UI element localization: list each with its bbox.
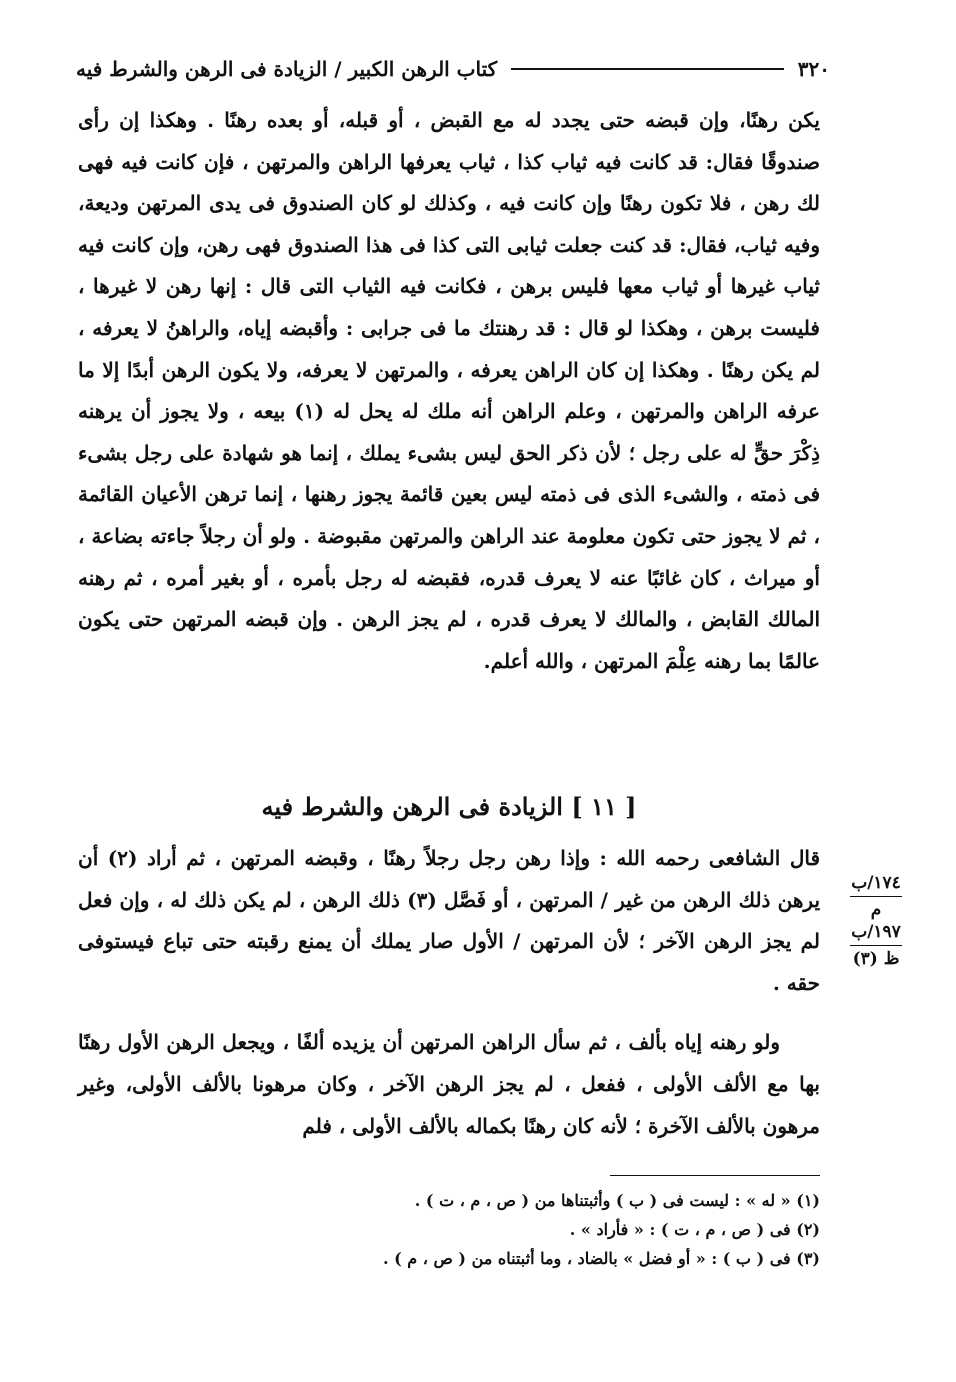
running-title: كتاب الرهن الكبير / الزيادة فى الرهن والشرط فيه <box>76 57 498 81</box>
section-text <box>78 838 820 1147</box>
header-rule <box>511 68 784 70</box>
margin-note-rule <box>850 896 902 897</box>
page-header <box>60 52 830 86</box>
page-number: ٣٢٠ <box>797 57 830 81</box>
section-paragraph-1 <box>78 838 820 1004</box>
margin-note-line-2: م <box>870 900 882 920</box>
margin-note-line-1: ١٧٤/ب <box>851 873 901 893</box>
margin-note-line-4: ظ (٣) <box>852 949 900 969</box>
footnote-3: (٣) فى ( ب ) : « أو فضل » بالضاد ، وما أثبتناه من ( ص ، م ) . <box>383 1249 820 1268</box>
footnote-separator <box>610 1175 820 1176</box>
section-paragraph-1-text: رحمه الله : وإذا رهن رجل رجلاً رهنًا ، وقبضه المرتهن ، ثم أراد (٢) أن يرهن ذلك الرهن من غير / المرتهن ، أو فَصَّل (٣) ذلك الرهن ، لم يكن ذلك له ، وإن فعل لم يجز الرهن الآخر ؛ لأن المرتهن / الأول صار يملك أن يمنع رقبته حتى تباع فيستوفى حقه . <box>78 846 821 995</box>
body-paragraph: يكن رهنًا، وإن قبضه حتى يجدد له مع القبض ، أو قبله، أو بعده رهنًا . وهكذا إن رأى صندوقًا فقال: قد كانت فيه ثياب كذا ، ثياب يعرفها الراهن والمرتهن ، فإن كانت فيه فهى لك رهن ، فلا تكون رهنًا وإن كانت فيه ، وكذلك لو كان الصندوق فى يدى المرتهن وديعة، وفيه ثياب، فقال: قد كنت جعلت ثيابى التى كذا فى هذا الصندوق فهى رهن، وإن كانت فيه ثياب غيرها أو ثياب معها فليس برهن ، فكانت فيه الثياب التى قال : إنها رهن لا غيرها ، فليست برهن ، وهكذا لو قال : قد رهنتك ما فى جرابى : وأقبضه إياه، والراهنُ لا يعرفه ، لم يكن رهنًا . وهكذا إن كان الراهن يعرفه ، والمرتهن لا يعرفه، ولا يكون الرهن أبدًا إلا ما عرفه الراهن والمرتهن ، وعلم الراهن أنه ملك له يحل له (١) بيعه ، ولا يجوز أن يرهنه ذِكْرَ حقٍّ له على رجل ؛ لأن ذكر الحق ليس بشىء يملك ، إنما هو شهادة على رجل بشىء فى ذمته ، والشىء الذى فى ذمته ليس بعين قائمة يجوز رهنها ، إنما ترهن الأعيان القائمة ، ثم لا يجوز حتى تكون معلومة عند الراهن والمرتهن مقبوضة . ولو أن رجلاً جاءته بضاعة ، أو ميراث ، كان غائبًا عنه لا يعرف قدره، فقبضه له رجل بأمره ، أو بغير أمره ، ثم رهنه المالك القابض ، والمالك لا يعرف قدره ، لم يجز الرهن . وإن قبضه المرتهن حتى يكون عالمًا بما رهنه عِلْمَ المرتهن ، والله أعلم. <box>78 108 821 673</box>
section-paragraph-2: ولو رهنه إياه بألف ، ثم سأل الراهن المرتهن أن يزيده ألفًا ، ويجعل الرهن الأول رهنًا بها مع الألف الأولى ، ففعل ، لم يجز الرهن الآخر ، وكان مرهونا بالألف الأولى، وغير مرهون بالألف الآخرة ؛ لأنه كان رهنًا بكماله بالألف الأولى ، فلم <box>78 1030 820 1138</box>
manuscript-margin-notes <box>846 872 906 970</box>
margin-note-line-3: ١٩٧/ب <box>851 922 901 942</box>
margin-note-rule-2 <box>850 945 902 946</box>
footnotes <box>78 1186 820 1273</box>
speaker-name: قال الشافعى <box>708 846 820 870</box>
section-heading: [ ١١ ] الزيادة فى الرهن والشرط فيه <box>261 792 637 821</box>
footnote-1: (١) « له » : ليست فى ( ب ) وأثبتناها من ( ص ، م ، ت ) . <box>414 1191 820 1210</box>
footnote-2: (٢) فى ( ص ، م ، ت ) : « فأراد » . <box>569 1220 820 1239</box>
main-text <box>78 100 820 682</box>
